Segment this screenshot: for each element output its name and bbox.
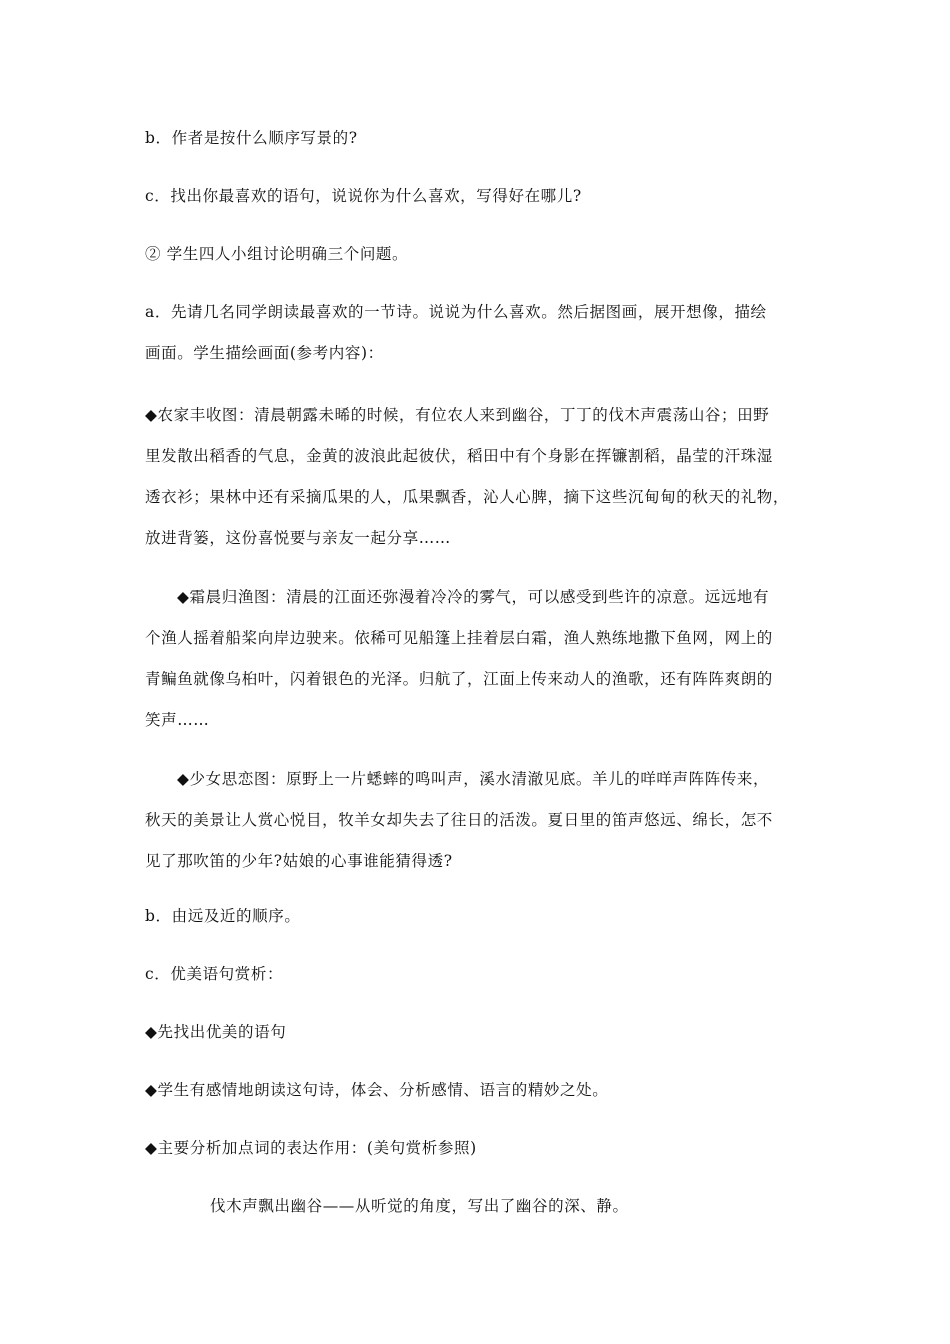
farm-line: ◆农家丰收图：清晨朝露未晞的时候，有位农人来到幽谷，丁丁的伐木声震荡山谷；田野 [145,406,770,424]
question-c: c．找出你最喜欢的语句，说说你为什么喜欢，写得好在哪儿? [145,187,582,205]
step-2: ② 学生四人小组讨论明确三个问题。 [145,245,409,263]
fish-line: ◆霜晨归渔图：清晨的江面还弥漫着冷冷的雾气，可以感受到些许的凉意。远远地有 [177,588,770,606]
girl-line: 见了那吹笛的少年?姑娘的心事谁能猜得透? [145,852,453,870]
fish-line: 笑声…… [145,711,210,729]
answer-a-paragraph [145,292,810,374]
answer-c: c．优美语句赏析： [145,965,284,983]
bullet-read-aloud: ◆学生有感情地朗读这句诗，体会、分析感情、语言的精妙之处。 [145,1081,609,1099]
bullet-analyze-words: ◆主要分析加点词的表达作用：(美句赏析参照) [145,1139,477,1157]
answer-a-line: 画面。学生描绘画面(参考内容)： [145,344,384,362]
farm-line: 放进背篓，这份喜悦要与亲友一起分享…… [145,529,451,547]
fish-line: 个渔人摇着船桨向岸边驶来。依稀可见船篷上挂着层白霜，渔人熟练地撒下鱼网，网上的 [145,629,773,647]
farm-line: 透衣衫；果林中还有采摘瓜果的人，瓜果飘香，沁人心脾，摘下这些沉甸甸的秋天的礼物， [145,488,790,506]
farm-harvest-paragraph [145,395,810,559]
girl-longing-paragraph [145,759,810,882]
girl-line: 秋天的美景让人赏心悦目，牧羊女却失去了往日的活泼。夏日里的笛声悠远、绵长，怎不 [145,811,773,829]
answer-a-line: a．先请几名同学朗读最喜欢的一节诗。说说为什么喜欢。然后据图画，展开想像，描绘 [145,303,767,321]
example-analysis: 伐木声飘出幽谷——从听觉的角度，写出了幽谷的深、静。 [210,1197,629,1215]
bullet-find-sentences: ◆先找出优美的语句 [145,1023,287,1041]
girl-line: ◆少女思恋图：原野上一片蟋蟀的鸣叫声，溪水清澈见底。羊儿的咩咩声阵阵传来， [177,770,770,788]
farm-line: 里发散出稻香的气息，金黄的波浪此起彼伏，稻田中有个身影在挥镰割稻，晶莹的汗珠湿 [145,447,773,465]
answer-b: b．由远及近的顺序。 [145,907,301,925]
fish-line: 青鳊鱼就像乌桕叶，闪着银色的光泽。归航了，江面上传来动人的渔歌，还有阵阵爽朗的 [145,670,773,688]
frost-fishing-paragraph [145,577,810,741]
question-b: b．作者是按什么顺序写景的? [145,129,358,147]
